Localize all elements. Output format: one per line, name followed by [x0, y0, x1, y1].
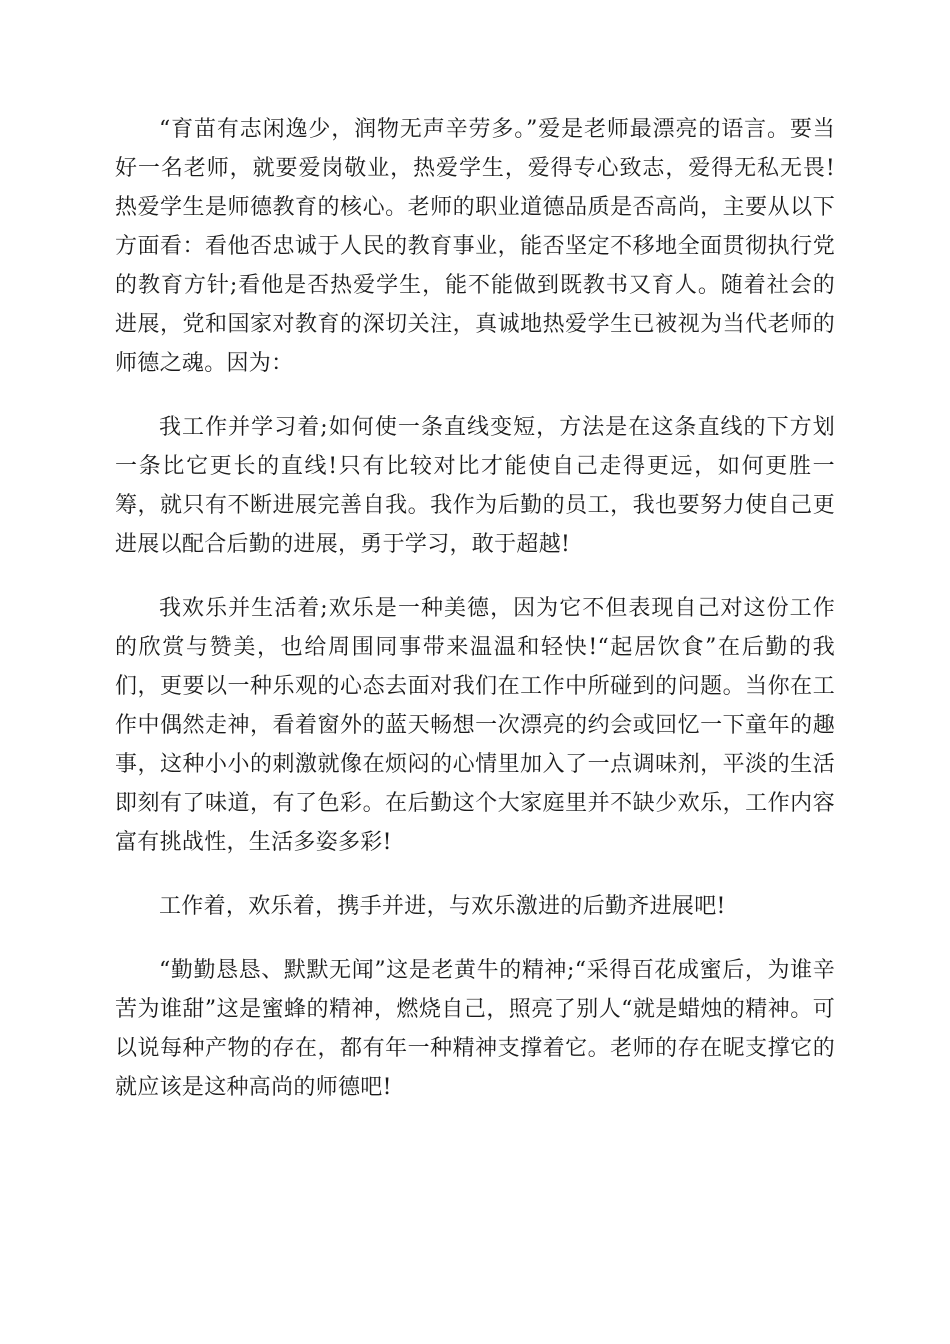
document-body — [115, 110, 835, 1132]
paragraph-1: “育苗有志闲逸少，润物无声辛劳多。”爱是老师最漂亮的语言。要当好一名老师，就要爱岗敬业，热爱学生，爱得专心致志，爱得无私无畏!热爱学生是师德教育的核心。老师的职业道德品质是否高尚，主要从以下方面看：看他否忠诚于人民的教育事业，能否坚定不移地全面贯彻执行党的教育方针;看他是否热爱学生，能不能做到既教书又育人。随着社会的进展，党和国家对教育的深切关注，真诚地热爱学生已被视为当代老师的师德之魂。因为： — [115, 117, 835, 376]
paragraph-2: 我工作并学习着;如何使一条直线变短，方法是在这条直线的下方划一条比它更长的直线!只有比较对比才能使自己走得更远，如何更胜一筹，就只有不断进展完善自我。我作为后勤的员工，我也要努力使自己更进展以配合后勤的进展，勇于学习，敢于超越! — [115, 415, 835, 557]
paragraph-5: “勤勤恳恳、默默无闻”这是老黄牛的精神;“采得百花成蜜后，为谁辛苦为谁甜”这是蜜蜂的精神，燃烧自己，照亮了别人“就是蜡烛的精神。可以说每种产物的存在，都有年一种精神支撑着它。老师的存在昵支撑它的就应该是这种高尚的师德吧! — [115, 958, 835, 1100]
paragraph-3: 我欢乐并生活着;欢乐是一种美德，因为它不但表现自己对这份工作的欣赏与赞美，也给周围同事带来温温和轻快!“起居饮食”在后勤的我们，更要以一种乐观的心态去面对我们在工作中所碰到的问题。当你在工作中偶然走神，看着窗外的蓝天畅想一次漂亮的约会或回忆一下童年的趣事，这种小小的刺激就像在烦闷的心情里加入了一点调味剂，平淡的生活即刻有了味道，有了色彩。在后勤这个大家庭里并不缺少欢乐，工作内容富有挑战性，生活多姿多彩! — [115, 596, 835, 855]
paragraph-4: 工作着，欢乐着，携手并进，与欢乐激进的后勤齐进展吧! — [159, 894, 726, 919]
